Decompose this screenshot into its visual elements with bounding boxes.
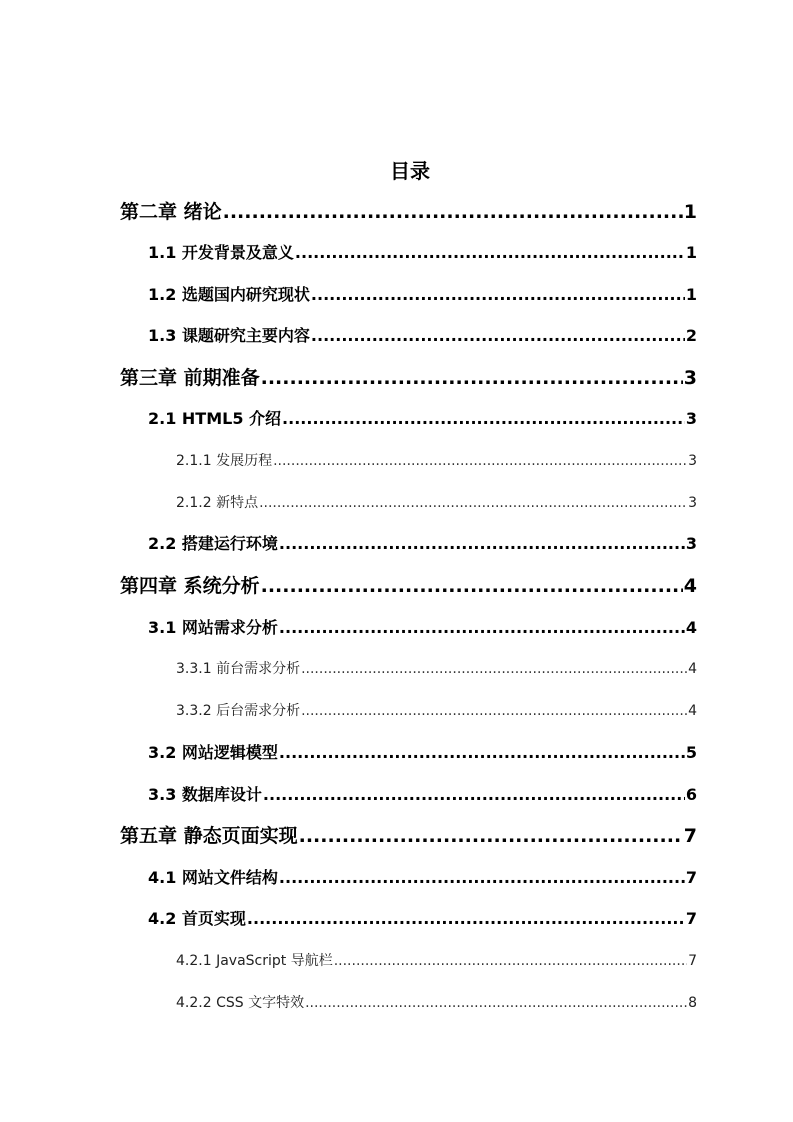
toc-page-number: 2 <box>685 326 697 345</box>
toc-entry <box>176 492 697 514</box>
toc-entry <box>176 700 697 722</box>
toc-dot-leader <box>311 324 685 348</box>
toc-entry <box>148 616 697 640</box>
toc-dot-leader <box>299 823 683 849</box>
toc-dot-leader <box>282 407 685 431</box>
toc-entry-label: 3.3 数据库设计 <box>148 785 262 804</box>
toc-page-number: 4 <box>688 661 697 677</box>
toc-entry-label: 1.2 选题国内研究现状 <box>148 285 310 304</box>
toc-entry <box>120 573 697 599</box>
toc-dot-leader <box>279 741 685 765</box>
toc-page-number: 3 <box>688 495 697 511</box>
toc-dot-leader <box>247 907 685 931</box>
toc-entry <box>148 324 697 348</box>
toc-entry <box>120 365 697 391</box>
toc-entry <box>176 992 697 1014</box>
toc-dot-leader <box>223 199 683 225</box>
toc-page-number: 1 <box>685 243 697 262</box>
toc-page-number: 4 <box>683 575 697 597</box>
toc-entry-label: 3.3.1 前台需求分析 <box>176 661 301 677</box>
toc-page-number: 3 <box>683 367 697 389</box>
toc-page-number: 3 <box>688 453 697 469</box>
toc-entry-label: 4.2.2 CSS 文字特效 <box>176 995 305 1011</box>
toc-page-number: 5 <box>685 743 697 762</box>
toc-page-number: 4 <box>685 618 697 637</box>
toc-page-number: 4 <box>688 703 697 719</box>
toc-entry <box>148 907 697 931</box>
toc-dot-leader <box>311 283 685 307</box>
toc-entry-label: 2.2 搭建运行环境 <box>148 534 278 553</box>
toc-dot-leader <box>259 492 687 514</box>
toc-entry <box>120 823 697 849</box>
toc-dot-leader <box>295 241 685 265</box>
toc-entry-label: 第五章 静态页面实现 <box>120 825 298 847</box>
toc-dot-leader <box>301 700 687 722</box>
toc-page-number: 8 <box>688 995 697 1011</box>
toc-entry <box>148 407 697 431</box>
toc-entry <box>120 199 697 225</box>
toc-dot-leader <box>305 992 687 1014</box>
toc-page-number: 7 <box>685 868 697 887</box>
toc-entry <box>148 783 697 807</box>
toc-entry-label: 第三章 前期准备 <box>120 367 260 389</box>
toc-entry-label: 3.2 网站逻辑模型 <box>148 743 278 762</box>
toc-dot-leader <box>279 532 685 556</box>
toc-dot-leader <box>334 950 687 972</box>
toc-entry <box>148 283 697 307</box>
toc-entry <box>176 950 697 972</box>
toc-page-number: 7 <box>688 953 697 969</box>
toc-page-number: 3 <box>685 409 697 428</box>
toc-entry <box>148 241 697 265</box>
toc-dot-leader <box>261 573 683 599</box>
toc-entry-label: 3.3.2 后台需求分析 <box>176 703 301 719</box>
toc-entry <box>148 532 697 556</box>
toc-dot-leader <box>301 658 687 680</box>
toc-entry-label: 1.1 开发背景及意义 <box>148 243 294 262</box>
toc-dot-leader <box>279 616 685 640</box>
toc-entry-label: 2.1.2 新特点 <box>176 495 259 511</box>
toc-entry-label: 1.3 课题研究主要内容 <box>148 326 310 345</box>
toc-entry-label: 第二章 绪论 <box>120 201 222 223</box>
toc-entry-label: 4.1 网站文件结构 <box>148 868 278 887</box>
toc-entry-label: 3.1 网站需求分析 <box>148 618 278 637</box>
toc-page-number: 1 <box>685 285 697 304</box>
toc-entry-label: 第四章 系统分析 <box>120 575 260 597</box>
toc-dot-leader <box>273 450 687 472</box>
toc-dot-leader <box>263 783 685 807</box>
toc-entry-label: 2.1 HTML5 介绍 <box>148 409 282 428</box>
toc-entry <box>148 741 697 765</box>
toc-dot-leader <box>279 866 685 890</box>
page-title: 目录 <box>390 159 430 183</box>
toc-entry-label: 4.2.1 JavaScript 导航栏 <box>176 953 333 969</box>
toc-entry <box>176 450 697 472</box>
toc-page-number: 6 <box>685 785 697 804</box>
toc-entry-label: 2.1.1 发展历程 <box>176 453 273 469</box>
toc-dot-leader <box>261 365 683 391</box>
toc-page-number: 1 <box>683 201 697 223</box>
toc-page-number: 7 <box>683 825 697 847</box>
toc-page-number: 3 <box>685 534 697 553</box>
toc-entry <box>148 866 697 890</box>
toc-entry <box>176 658 697 680</box>
toc-entry-label: 4.2 首页实现 <box>148 909 246 928</box>
toc-page-number: 7 <box>685 909 697 928</box>
